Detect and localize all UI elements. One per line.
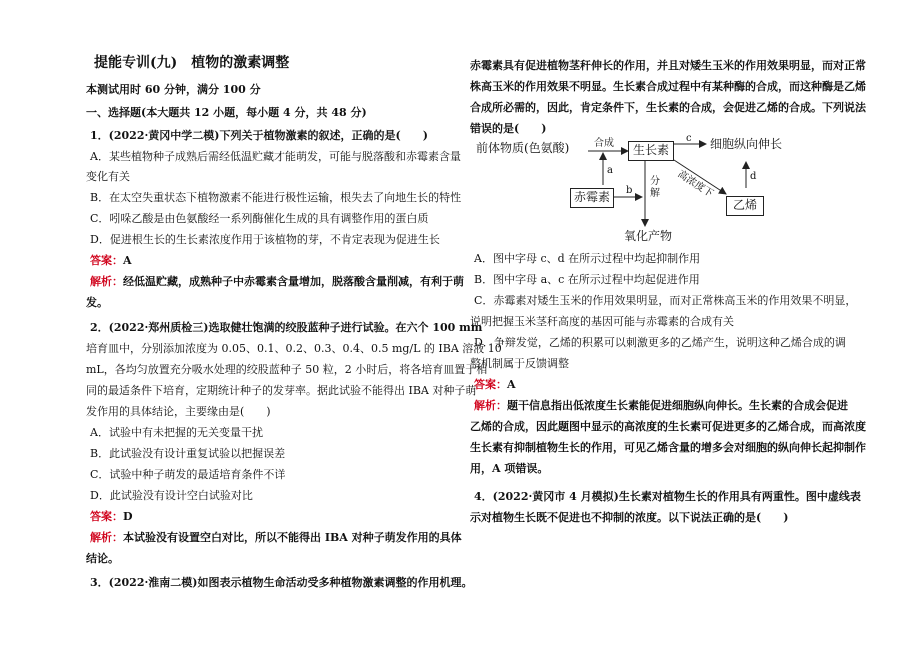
q3-option-c: C．赤霉素对矮生玉米的作用效果明显，而对正常株高玉米的作用效果不明显， xyxy=(474,294,857,307)
label-b: b xyxy=(626,185,633,196)
q2-option-a: A．试验中有未把握的无关变量干扰 xyxy=(90,426,263,439)
q1-explanation: 解析：经低温贮藏，成熟种子中赤霉素含量增加，脱落酸含量削减，有利于萌 xyxy=(90,275,464,288)
q3-option-d-cont: 整机制属于反馈调整 xyxy=(470,357,569,370)
label-a: a xyxy=(607,165,613,176)
precursor-label: 前体物质(色氨酸) xyxy=(476,141,570,155)
q2-explanation: 解析：本试验没有设置空白对比，所以不能得出 IBA 对种子萌发作用的具体 xyxy=(90,531,462,544)
q1-answer: 答案：A xyxy=(90,254,132,267)
q2-option-d: D．此试验没有设计空白试验对比 xyxy=(90,489,253,502)
q1-option-a: A．某些植物种子成熟后需经低温贮藏才能萌发，可能与脱落酸和赤霉素含量 xyxy=(90,150,461,163)
high-conc-label: 高浓度下 xyxy=(675,168,716,200)
gibberellin-box: 赤霉素 xyxy=(570,188,614,208)
q1-stem: 1．(2022·黄冈中学二模)下列关于植物激素的叙述，正确的是( ) xyxy=(90,129,428,142)
hormone-diagram xyxy=(470,130,855,245)
q3-para4: 错误的是( ) xyxy=(470,122,547,135)
q3-option-b: B．图中字母 a、c 在所示过程中均起促进作用 xyxy=(474,273,700,286)
q4-stem-line1: 4．(2022·黄冈市 4 月模拟)生长素对植物生长的作用具有两重性。图中虚线表 xyxy=(474,490,861,503)
q3-para3: 合成所必需的，因此，肯定条件下，生长素的合成，会促进乙烯的合成。下列说法 xyxy=(470,101,866,114)
q3-option-d: D．争辩发觉，乙烯的积累可以刺激更多的乙烯产生，说明这种乙烯合成的调 xyxy=(474,336,846,349)
q3-explanation-l3: 生长素有抑制植物生长的作用，可见乙烯含量的增多会对细胞的纵向伸长起抑制作 xyxy=(470,441,866,454)
doc-title: 提能专训(九) 植物的激素调整 xyxy=(94,55,290,71)
q1-option-d: D．促进根生长的生长素浓度作用于该植物的芽，不肯定表现为促进生长 xyxy=(90,233,440,246)
q2-option-c: C．试验中种子萌发的最适培育条件不详 xyxy=(90,468,286,481)
auxin-box: 生长素 xyxy=(628,141,674,161)
q3-para2: 株高玉米的作用效果不明显。生长素合成过程中有某种酶的合成，而这种酶是乙烯 xyxy=(470,80,866,93)
decomposition-label: 分解 xyxy=(650,176,660,199)
q3-para1: 赤霉素具有促进植物茎秆伸长的作用，并且对矮生玉米的作用效果明显，而对正常 xyxy=(470,59,866,72)
q2-line2: 培育皿中，分别添加浓度为 0.05、0.1、0.2、0.3、0.4、0.5 mg/L 的 IBA 溶液 10 xyxy=(86,342,502,355)
q3-option-c-cont: 说明把握玉米茎秆高度的基因可能与赤霉素的合成有关 xyxy=(470,315,734,328)
q1-option-c: C．吲哚乙酸是由色氨酸经一系列酶催化生成的具有调整作用的蛋白质 xyxy=(90,212,429,225)
q2-line5: 发作用的具体结论，主要缘由是( ) xyxy=(86,405,271,418)
q2-explanation-cont: 结论。 xyxy=(86,552,119,565)
q3-option-a: A．图中字母 c、d 在所示过程中均起抑制作用 xyxy=(474,252,701,265)
q1-option-a-cont: 变化有关 xyxy=(86,170,130,183)
q2-line1: 2．(2022·郑州质检三)选取健壮饱满的绞股蓝种子进行试验。在六个 100 mm xyxy=(90,321,483,334)
q2-option-b: B．此试验没有设计重复试验以把握误差 xyxy=(90,447,286,460)
elongation-label: 细胞纵向伸长 xyxy=(710,137,783,151)
synthesis-label: 合成 xyxy=(594,138,614,149)
q2-line4: 同的最适条件下培育，定期统计种子的发芽率。据此试验不能得出 IBA 对种子萌 xyxy=(86,384,477,397)
q2-line3: mL，各均匀放置充分吸水处理的绞股蓝种子 50 粒，2 小时后，将各培育皿置于相 xyxy=(86,363,488,376)
oxidation-product-label: 氧化产物 xyxy=(624,229,673,243)
q3-explanation-l4: 用，A 项错误。 xyxy=(470,462,549,475)
q2-answer: 答案：D xyxy=(90,510,133,523)
section-heading: 一、选择题(本大题共 12 小题，每小题 4 分，共 48 分) xyxy=(86,106,367,119)
q3-stem: 3．(2022·淮南二模)如图表示植物生命活动受多种植物激素调整的作用机理。 xyxy=(90,576,473,589)
test-meta: 本测试用时 60 分钟，满分 100 分 xyxy=(86,83,261,96)
q1-explanation-cont: 发。 xyxy=(86,296,108,309)
q3-explanation: 解析：题干信息指出低浓度生长素能促进细胞纵向伸长。生长素的合成会促进 xyxy=(474,399,848,412)
q3-answer: 答案：A xyxy=(474,378,516,391)
q4-stem-line2: 示对植物生长既不促进也不抑制的浓度。以下说法正确的是( ) xyxy=(470,511,789,524)
ethylene-box: 乙烯 xyxy=(726,196,764,216)
label-d: d xyxy=(750,171,757,182)
label-c: c xyxy=(686,133,692,144)
q1-option-b: B．在太空失重状态下植物激素不能进行极性运输，根失去了向地生长的特性 xyxy=(90,191,462,204)
q3-explanation-l2: 乙烯的合成，因此题图中显示的高浓度的生长素可促进更多的乙烯合成，而高浓度 xyxy=(470,420,866,433)
